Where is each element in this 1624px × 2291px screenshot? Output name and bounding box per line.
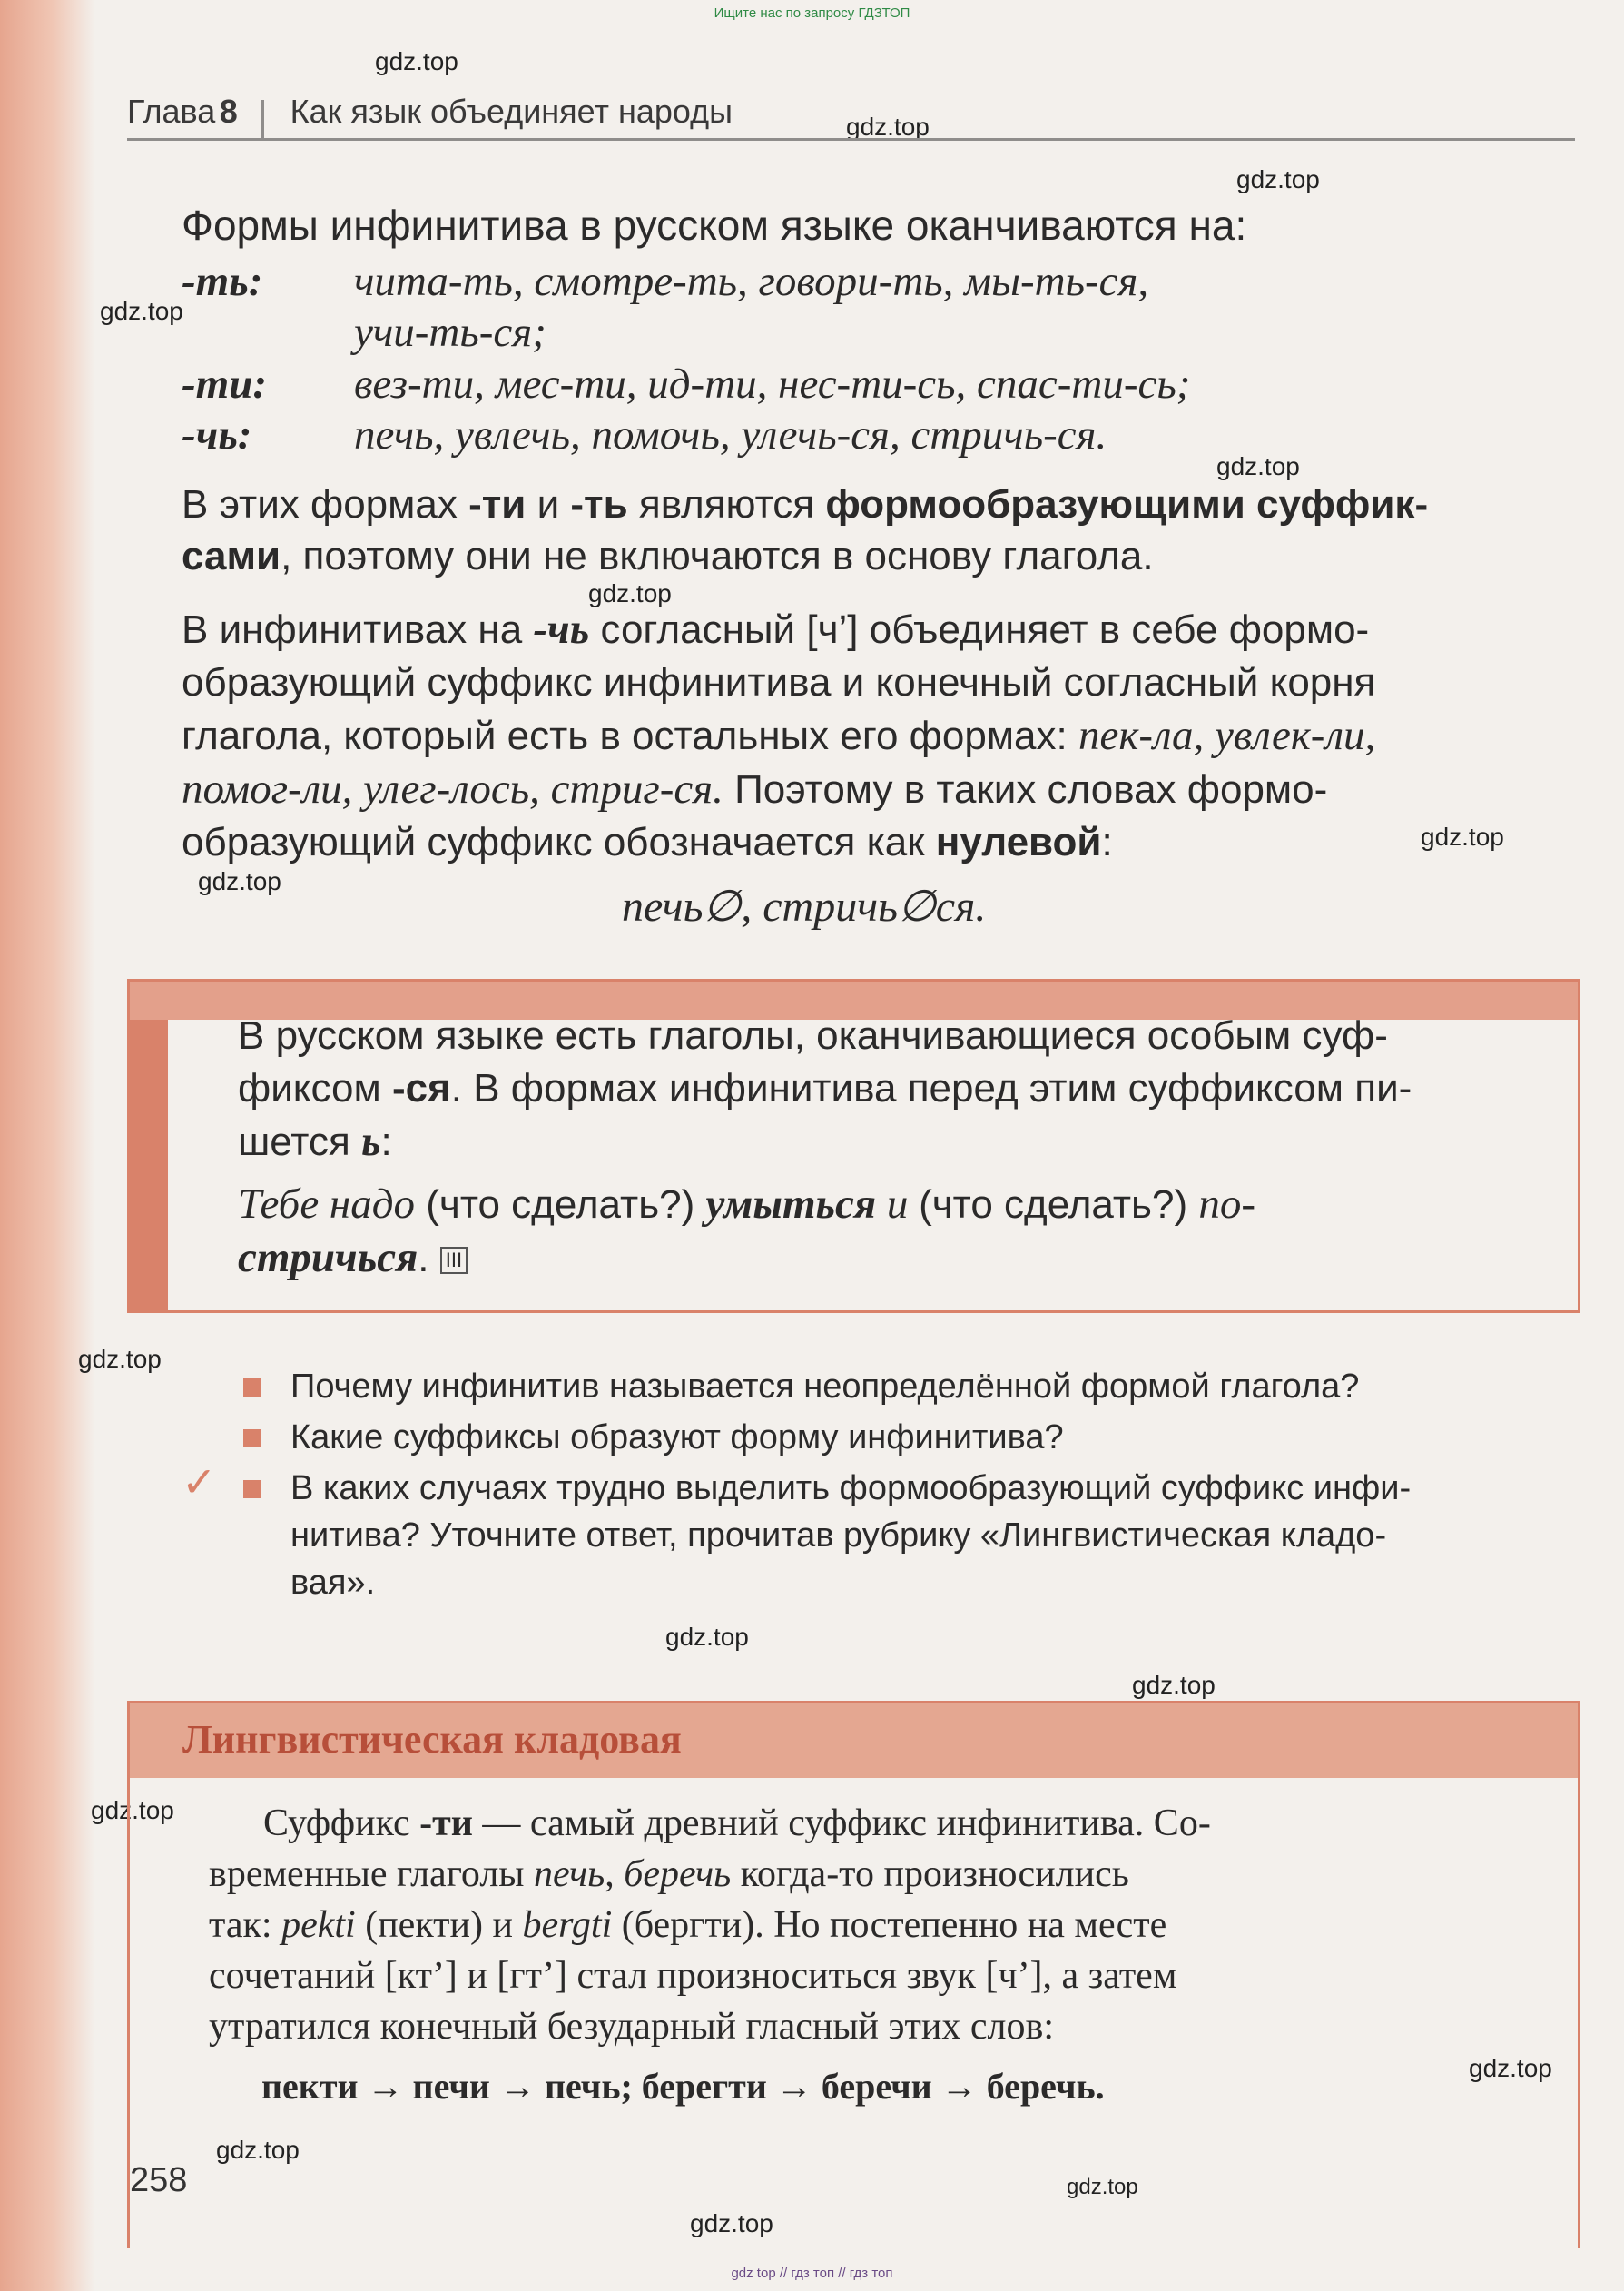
watermark: gdz.top [1236,165,1320,193]
text: временные глаголы [209,1853,535,1895]
check-icon: ✓ [182,1458,217,1506]
term: нулевой [935,820,1102,864]
text: так: [209,1904,282,1946]
watermark: gdz.top [100,297,183,325]
ending-row [182,409,1107,459]
header-divider [261,100,264,138]
watermark: gdz.top [846,113,930,141]
text: шется [238,1120,362,1164]
example-word: беречь [624,1853,732,1895]
ending-label: -чь: [182,411,252,459]
suffix-t: -ть [570,482,628,527]
watermark: gdz.top [665,1623,749,1651]
watermark: gdz.top [1421,823,1504,851]
bullet-icon [243,1429,261,1447]
ending-row [182,358,1190,409]
rule-text [238,1010,1412,1285]
linguistic-header [130,1703,1578,1778]
text: Поэтому в таких словах формо- [723,767,1328,812]
watermark: gdz.top [1132,1671,1216,1699]
watermark: gdz.top [78,1345,162,1373]
page-number: 258 [130,2161,188,2199]
linguistic-line [263,1798,1211,1849]
text: : [380,1120,392,1164]
text: Суффикс [263,1802,420,1844]
example-words: стричься [238,1234,418,1281]
example-words: пек-ла, увлек-ли, [1078,712,1376,759]
soft-sign: ь [361,1118,381,1165]
page-edge [0,0,95,2291]
chapter-title: Как язык объединяет народы [290,93,733,130]
rule-box-band [130,982,168,1310]
linguistic-line [209,1900,1166,1950]
text: — самый древний суффикс инфинитива. Со- [472,1802,1211,1844]
ending-label: -ть: [182,258,263,305]
text: , поэтому они не включаются в основу глагола. [281,534,1154,578]
question: В каких случаях трудно выделить формообразующий суффикс инфи- [290,1469,1412,1507]
bullet-icon [243,1378,261,1397]
question: нитива? Уточните ответ, прочитав рубрику «Лингвистическая кладо- [290,1516,1387,1555]
text: . В формах инфинитива перед этим суффиксом пи- [450,1066,1412,1111]
ending-examples: чита-ть, смотре-ть, говори-ть, мы-ть-ся, [354,258,1149,305]
text: глагола, который есть в остальных его формах: [182,714,1078,758]
text: В инфинитивах на [182,607,534,652]
question: вая». [290,1564,376,1602]
ending-examples: печь, увлечь, помочь, улечь-ся, стричь-ся. [354,411,1107,459]
text: образующий суффикс обозначается как [182,820,936,864]
watermark: gdz.top [690,2209,773,2237]
text: (бергти). Но постепенно на месте [612,1904,1167,1946]
example-word: печь [534,1853,605,1895]
paragraph-2 [182,603,1375,869]
example-words: Тебе надо [238,1180,416,1228]
ending-label: -ти: [182,360,267,408]
bullet-icon [243,1480,261,1498]
term: сами [182,534,281,578]
text: (что сделать?) [919,1182,1199,1227]
suffix-sja: -ся [391,1066,451,1111]
suffix-chj: -чь [533,606,590,653]
term: формообразующими суффик- [825,482,1429,527]
text: : [1101,820,1113,864]
linguistic-line [209,1849,1129,1900]
top-note: Ищите нас по запросу ГДЗТОП [714,5,910,21]
example-words: помог-ли, улег-лось, стриг-ся. [182,765,723,813]
bottom-note: gdz top // гдз топ // гдз топ [731,2266,893,2281]
linguistic-line: сочетаний [кт’] и [гт’] стал произноситься звук [ч’], а затем [209,1955,1177,1997]
example-words: умыться [705,1180,877,1228]
example-word: bergti [522,1904,613,1946]
ending-examples: учи-ть-ся; [354,309,546,356]
watermark: gdz.top [198,867,281,895]
text: согласный [ч’] объединяет в себе формо- [589,607,1370,652]
intro-text: Формы инфинитива в русском языке оканчиваются на: [182,202,1247,249]
text: В этих формах [182,482,469,527]
watermark: gdz.top [375,47,458,75]
text: являются [627,482,826,527]
question: Какие суффиксы образуют форму инфинитива? [290,1418,1064,1457]
text: (что сделать?) [415,1182,706,1227]
watermark: gdz.top [216,2136,300,2164]
text: и [876,1180,920,1228]
linguistic-line: утратился конечный безударный гласный этих слов: [209,2006,1054,2048]
chapter-number: 8 [219,93,238,130]
sound-change-chain: пекти → печи → печь; берегти → беречи → беречь. [261,2066,1105,2107]
question: Почему инфинитив называется неопределённой формой глагола? [290,1368,1360,1406]
text: . [418,1236,429,1280]
zero-suffix-example: печь∅, стричь∅ся. [622,883,987,931]
watermark: gdz.top [1067,2175,1138,2199]
watermark: gdz.top [1216,452,1300,480]
watermark: gdz.top [1469,2054,1552,2082]
ending-examples: вез-ти, мес-ти, ид-ти, нес-ти-сь, спас-ти-сь; [354,360,1191,408]
linguistic-title: Лингвистическая кладовая [182,1717,682,1762]
ending-row [182,255,1148,306]
example-word: pekti [281,1904,356,1946]
suffix-ti: -ти [468,482,527,527]
chapter-header [127,93,1575,141]
paragraph-1 [182,479,1428,582]
example-words: по- [1198,1180,1255,1228]
text: В русском языке есть глаголы, оканчивающиеся особым суф- [238,1013,1388,1058]
text: когда-то произносились [731,1853,1129,1895]
watermark: gdz.top [91,1796,174,1824]
ending-row [182,306,546,357]
text: образующий суффикс инфинитива и конечный согласный корня [182,660,1376,705]
text: (пекти) и [355,1904,523,1946]
chapter-label: Глава [127,93,216,130]
text: фиксом [238,1066,392,1111]
text: и [526,482,571,527]
suffix-ti: -ти [419,1802,473,1844]
watermark: gdz.top [588,579,672,607]
reference-icon: III [440,1247,468,1274]
text: , [605,1853,625,1895]
